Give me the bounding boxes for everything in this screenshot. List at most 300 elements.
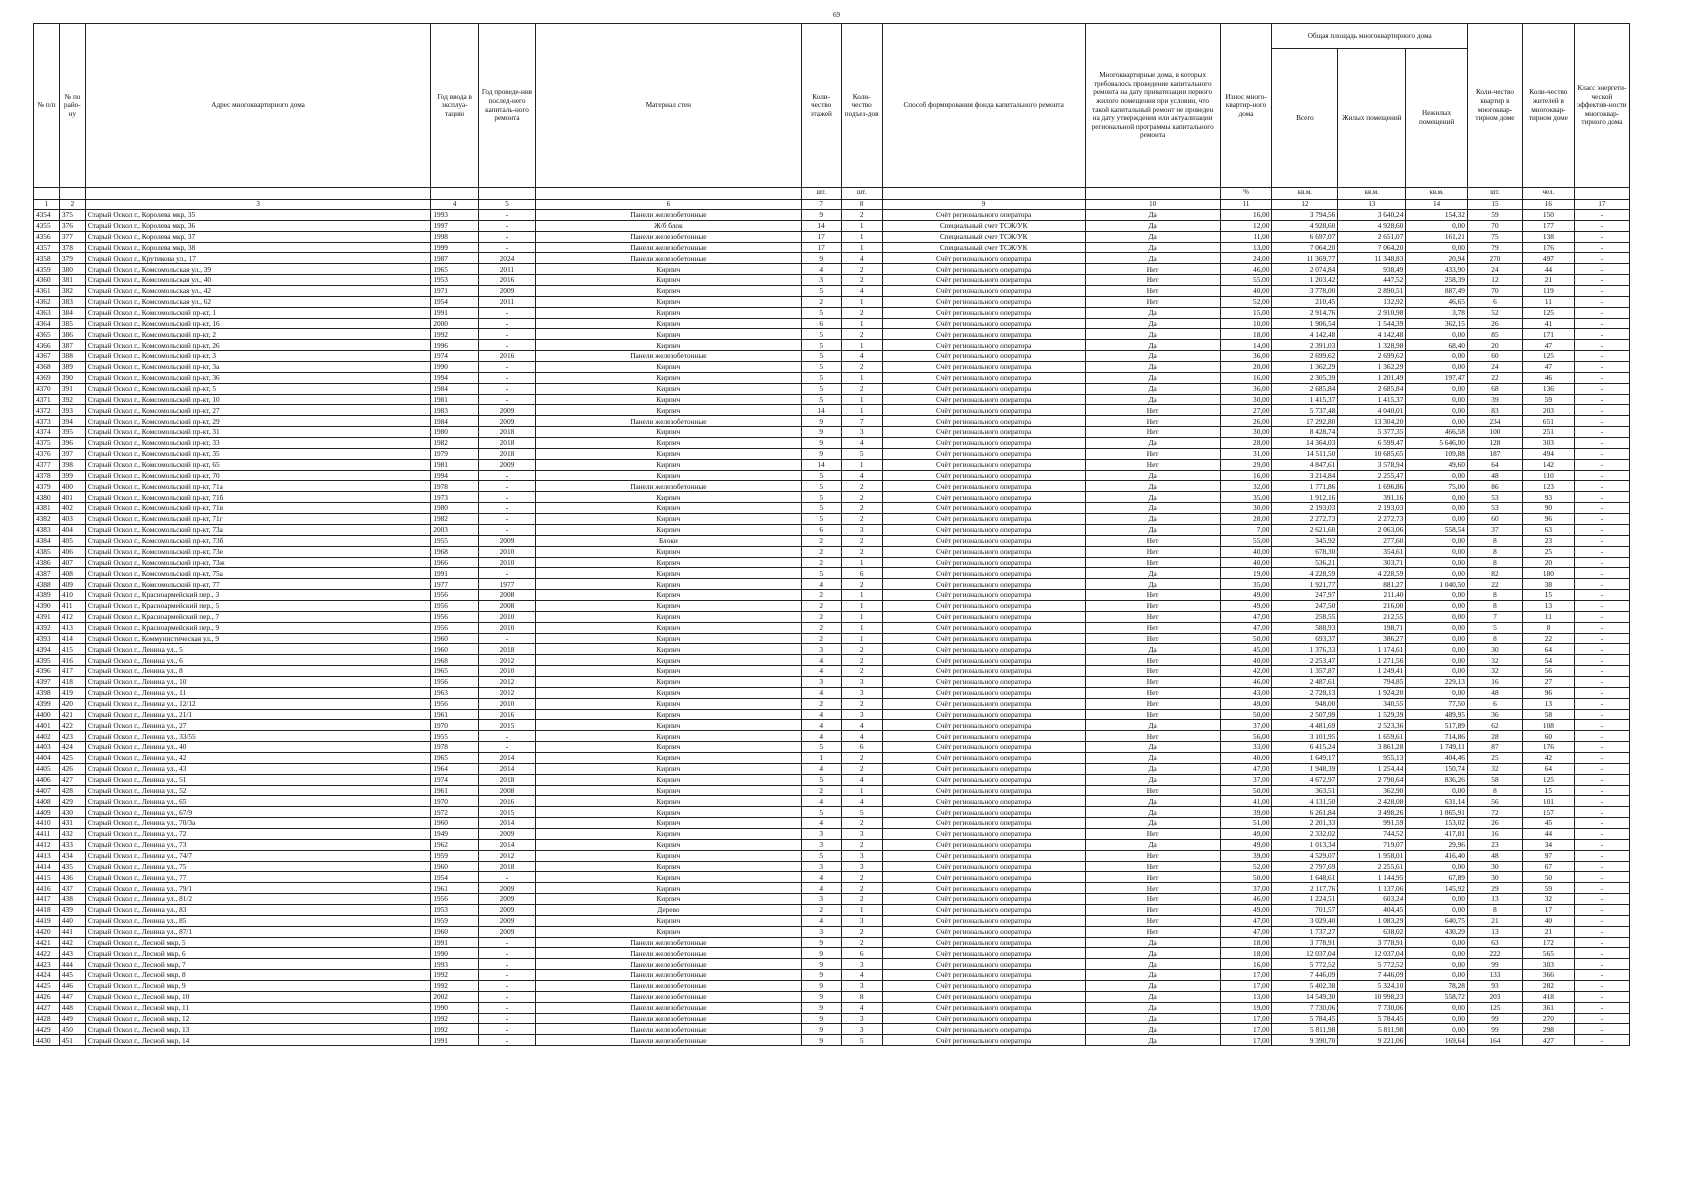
cell-district-no: 428 (59, 785, 85, 796)
cell-row-no: 4367 (34, 351, 60, 362)
cell-wall-material: Панели железобетонные (536, 231, 802, 242)
header-needed-repair: Многоквартирные дома, в которых требовалось проведение капитального ремонта на дату приватизации первого жилого помещения при условии, что такой капитальный ремонт не проведен на дату утверждения или актуализации региональной программы капитального ремонта (1085, 24, 1220, 188)
cell-wear: 55,00 (1220, 535, 1272, 546)
column-number: 3 (85, 200, 431, 210)
cell-area-residential: 1 328,98 (1338, 340, 1406, 351)
cell-area-residential: 211,40 (1338, 590, 1406, 601)
cell-area-nonresidential: 0,00 (1406, 405, 1468, 416)
cell-apartments: 26 (1467, 818, 1522, 829)
cell-address: Старый Оскол г., Красноармейский пер., 9 (85, 622, 431, 633)
cell-year-built: 1987 (431, 253, 479, 264)
cell-floors: 4 (801, 872, 841, 883)
cell-fund-method: Счёт регионального оператора (882, 535, 1085, 546)
cell-entrances: 2 (841, 362, 882, 373)
table-row (34, 796, 1630, 807)
cell-area-nonresidential: 0,00 (1406, 568, 1468, 579)
cell-wall-material: Ж/б блок (536, 220, 802, 231)
cell-wear: 37,00 (1220, 774, 1272, 785)
table-row (34, 362, 1630, 373)
cell-year-built: 1990 (431, 362, 479, 373)
cell-district-no: 401 (59, 492, 85, 503)
cell-entrances: 3 (841, 524, 882, 535)
cell-entrances: 2 (841, 839, 882, 850)
cell-floors: 3 (801, 861, 841, 872)
cell-wear: 16,00 (1220, 210, 1272, 221)
cell-district-no: 393 (59, 405, 85, 416)
cell-fund-method: Счёт регионального оператора (882, 307, 1085, 318)
cell-row-no: 4382 (34, 514, 60, 525)
cell-wall-material: Панели железобетонные (536, 253, 802, 264)
cell-energy-class: - (1574, 459, 1629, 470)
cell-wall-material: Панели железобетонные (536, 210, 802, 221)
cell-year-built: 1980 (431, 427, 479, 438)
cell-residents: 150 (1522, 210, 1574, 221)
cell-row-no: 4414 (34, 861, 60, 872)
cell-wall-material: Кирпич (536, 861, 802, 872)
table-row (34, 861, 1630, 872)
cell-year-last-repair: - (478, 340, 535, 351)
cell-needed-repair: Нет (1085, 611, 1220, 622)
cell-wall-material: Кирпич (536, 633, 802, 644)
cell-area-total: 363,51 (1272, 785, 1338, 796)
cell-floors: 4 (801, 666, 841, 677)
cell-fund-method: Счёт регионального оператора (882, 709, 1085, 720)
cell-area-nonresidential: 1 749,11 (1406, 742, 1468, 753)
cell-year-last-repair: - (478, 742, 535, 753)
cell-year-built: 1970 (431, 720, 479, 731)
cell-area-nonresidential: 466,58 (1406, 427, 1468, 438)
cell-area-total: 2 391,03 (1272, 340, 1338, 351)
table-row (34, 470, 1630, 481)
cell-row-no: 4378 (34, 470, 60, 481)
cell-area-residential: 3 778,91 (1338, 937, 1406, 948)
column-number: 13 (1338, 200, 1406, 210)
cell-row-no: 4403 (34, 742, 60, 753)
cell-address: Старый Оскол г., Ленина ул., 79/1 (85, 883, 431, 894)
cell-fund-method: Счёт регионального оператора (882, 470, 1085, 481)
cell-energy-class: - (1574, 959, 1629, 970)
cell-row-no: 4398 (34, 687, 60, 698)
cell-apartments: 37 (1467, 524, 1522, 535)
cell-area-total: 210,45 (1272, 296, 1338, 307)
cell-entrances: 3 (841, 959, 882, 970)
cell-district-no: 437 (59, 883, 85, 894)
cell-energy-class: - (1574, 503, 1629, 514)
cell-address: Старый Оскол г., Комсомольский пр-кт, 3а (85, 362, 431, 373)
cell-floors: 4 (801, 709, 841, 720)
cell-address: Старый Оскол г., Ленина ул., 67/9 (85, 807, 431, 818)
cell-wear: 36,00 (1220, 383, 1272, 394)
cell-needed-repair: Нет (1085, 894, 1220, 905)
cell-fund-method: Счёт регионального оператора (882, 676, 1085, 687)
table-row (34, 427, 1630, 438)
cell-district-no: 410 (59, 590, 85, 601)
cell-energy-class: - (1574, 644, 1629, 655)
cell-district-no: 445 (59, 970, 85, 981)
cell-floors: 5 (801, 492, 841, 503)
cell-needed-repair: Нет (1085, 590, 1220, 601)
cell-row-no: 4379 (34, 481, 60, 492)
cell-area-residential: 2 523,36 (1338, 720, 1406, 731)
cell-wall-material: Кирпич (536, 763, 802, 774)
cell-needed-repair: Нет (1085, 633, 1220, 644)
cell-address: Старый Оскол г., Лесной мкр, 13 (85, 1024, 431, 1035)
cell-fund-method: Счёт регионального оператора (882, 600, 1085, 611)
cell-area-residential: 391,16 (1338, 492, 1406, 503)
cell-area-total: 4 928,60 (1272, 220, 1338, 231)
cell-year-last-repair: - (478, 568, 535, 579)
unit-wear: % (1220, 188, 1272, 200)
cell-energy-class: - (1574, 622, 1629, 633)
cell-entrances: 1 (841, 633, 882, 644)
cell-fund-method: Счёт регионального оператора (882, 1035, 1085, 1046)
cell-address: Старый Оскол г., Комсомольский пр-кт, 10 (85, 394, 431, 405)
cell-wall-material: Кирпич (536, 590, 802, 601)
cell-fund-method: Счёт регионального оператора (882, 210, 1085, 221)
cell-address: Старый Оскол г., Королева мкр, 36 (85, 220, 431, 231)
cell-energy-class: - (1574, 731, 1629, 742)
cell-energy-class: - (1574, 394, 1629, 405)
cell-floors: 2 (801, 611, 841, 622)
cell-district-no: 420 (59, 698, 85, 709)
cell-wall-material: Кирпич (536, 666, 802, 677)
cell-area-nonresidential: 0,00 (1406, 948, 1468, 959)
cell-area-residential: 638,02 (1338, 926, 1406, 937)
cell-entrances: 4 (841, 286, 882, 297)
cell-needed-repair: Да (1085, 948, 1220, 959)
cell-needed-repair: Нет (1085, 600, 1220, 611)
cell-area-residential: 4 228,59 (1338, 568, 1406, 579)
cell-needed-repair: Да (1085, 568, 1220, 579)
unit-residents: чел. (1522, 188, 1574, 200)
cell-fund-method: Счёт регионального оператора (882, 720, 1085, 731)
cell-year-built: 1992 (431, 329, 479, 340)
cell-year-last-repair: 2016 (478, 351, 535, 362)
cell-entrances: 2 (841, 872, 882, 883)
cell-area-residential: 955,13 (1338, 752, 1406, 763)
cell-needed-repair: Да (1085, 318, 1220, 329)
cell-area-residential: 3 578,94 (1338, 459, 1406, 470)
cell-year-last-repair: 2014 (478, 752, 535, 763)
cell-area-total: 2 487,61 (1272, 676, 1338, 687)
cell-row-no: 4417 (34, 894, 60, 905)
cell-area-total: 2 507,99 (1272, 709, 1338, 720)
cell-area-nonresidential: 433,90 (1406, 264, 1468, 275)
cell-area-residential: 9 221,06 (1338, 1035, 1406, 1046)
cell-year-last-repair: 2009 (478, 405, 535, 416)
cell-row-no: 4371 (34, 394, 60, 405)
cell-year-built: 1973 (431, 492, 479, 503)
header-wall-material: Материал стен (536, 24, 802, 188)
cell-needed-repair: Нет (1085, 416, 1220, 427)
cell-energy-class: - (1574, 709, 1629, 720)
cell-energy-class: - (1574, 481, 1629, 492)
cell-needed-repair: Нет (1085, 535, 1220, 546)
cell-apartments: 12 (1467, 275, 1522, 286)
cell-area-nonresidential: 0,00 (1406, 470, 1468, 481)
cell-fund-method: Счёт регионального оператора (882, 981, 1085, 992)
cell-fund-method: Счёт регионального оператора (882, 644, 1085, 655)
table-row (34, 286, 1630, 297)
cell-needed-repair: Нет (1085, 622, 1220, 633)
cell-energy-class: - (1574, 633, 1629, 644)
cell-floors: 2 (801, 698, 841, 709)
cell-wall-material: Кирпич (536, 383, 802, 394)
cell-apartments: 39 (1467, 394, 1522, 405)
cell-row-no: 4363 (34, 307, 60, 318)
cell-apartments: 29 (1467, 883, 1522, 894)
cell-entrances: 8 (841, 991, 882, 1002)
cell-entrances: 5 (841, 807, 882, 818)
cell-area-residential: 2 790,64 (1338, 774, 1406, 785)
cell-address: Старый Оскол г., Комсомольский пр-кт, 71а (85, 481, 431, 492)
cell-row-no: 4396 (34, 666, 60, 677)
cell-energy-class: - (1574, 785, 1629, 796)
cell-area-nonresidential: 0,00 (1406, 503, 1468, 514)
cell-address: Старый Оскол г., Комсомольский пр-кт, 2 (85, 329, 431, 340)
cell-apartments: 7 (1467, 611, 1522, 622)
cell-wear: 49,00 (1220, 839, 1272, 850)
cell-floors: 3 (801, 839, 841, 850)
cell-area-total: 4 529,07 (1272, 850, 1338, 861)
cell-floors: 5 (801, 286, 841, 297)
cell-floors: 4 (801, 655, 841, 666)
cell-year-last-repair: 2012 (478, 676, 535, 687)
cell-apartments: 8 (1467, 546, 1522, 557)
cell-district-no: 427 (59, 774, 85, 785)
cell-energy-class: - (1574, 926, 1629, 937)
cell-energy-class: - (1574, 1013, 1629, 1024)
cell-wear: 37,00 (1220, 720, 1272, 731)
cell-area-nonresidential: 0,00 (1406, 959, 1468, 970)
cell-year-built: 1981 (431, 459, 479, 470)
cell-entrances: 2 (841, 535, 882, 546)
cell-year-last-repair: - (478, 492, 535, 503)
cell-entrances: 1 (841, 242, 882, 253)
cell-apartments: 64 (1467, 459, 1522, 470)
cell-address: Старый Оскол г., Комсомольский пр-кт, 3 (85, 351, 431, 362)
cell-wear: 13,00 (1220, 991, 1272, 1002)
cell-area-residential: 5 772,52 (1338, 959, 1406, 970)
cell-floors: 1 (801, 752, 841, 763)
unit-floors: шт. (801, 188, 841, 200)
cell-year-built: 1960 (431, 644, 479, 655)
cell-area-residential: 7 064,20 (1338, 242, 1406, 253)
cell-apartments: 20 (1467, 340, 1522, 351)
cell-area-total: 7 446,09 (1272, 970, 1338, 981)
cell-entrances: 2 (841, 763, 882, 774)
cell-residents: 136 (1522, 383, 1574, 394)
cell-wear: 52,00 (1220, 861, 1272, 872)
cell-residents: 40 (1522, 915, 1574, 926)
cell-area-nonresidential: 0,00 (1406, 362, 1468, 373)
cell-fund-method: Счёт регионального оператора (882, 991, 1085, 1002)
cell-address: Старый Оскол г., Ленина ул., 77 (85, 872, 431, 883)
cell-district-no: 416 (59, 655, 85, 666)
cell-area-total: 5 772,52 (1272, 959, 1338, 970)
cell-wear: 35,00 (1220, 579, 1272, 590)
column-number: 2 (59, 200, 85, 210)
cell-wear: 49,00 (1220, 698, 1272, 709)
cell-year-built: 1996 (431, 340, 479, 351)
table-row (34, 948, 1630, 959)
cell-address: Старый Оскол г., Крутикова ул., 17 (85, 253, 431, 264)
cell-year-last-repair: - (478, 231, 535, 242)
cell-year-built: 1998 (431, 231, 479, 242)
cell-area-residential: 277,60 (1338, 535, 1406, 546)
cell-district-no: 448 (59, 1002, 85, 1013)
cell-row-no: 4415 (34, 872, 60, 883)
cell-area-residential: 2 193,03 (1338, 503, 1406, 514)
cell-entrances: 6 (841, 742, 882, 753)
cell-area-residential: 386,27 (1338, 633, 1406, 644)
cell-address: Старый Оскол г., Комсомольский пр-кт, 1 (85, 307, 431, 318)
cell-residents: 270 (1522, 1013, 1574, 1024)
cell-fund-method: Счёт регионального оператора (882, 590, 1085, 601)
cell-area-nonresidential: 558,72 (1406, 991, 1468, 1002)
unit-cell (85, 188, 431, 200)
table-row (34, 676, 1630, 687)
cell-area-residential: 1 415,37 (1338, 394, 1406, 405)
cell-entrances: 2 (841, 329, 882, 340)
cell-entrances: 1 (841, 905, 882, 916)
cell-energy-class: - (1574, 600, 1629, 611)
cell-area-total: 7 064,20 (1272, 242, 1338, 253)
cell-area-total: 12 037,04 (1272, 948, 1338, 959)
cell-fund-method: Счёт регионального оператора (882, 763, 1085, 774)
cell-needed-repair: Нет (1085, 828, 1220, 839)
cell-row-no: 4373 (34, 416, 60, 427)
cell-district-no: 447 (59, 991, 85, 1002)
cell-year-last-repair: - (478, 210, 535, 221)
cell-row-no: 4424 (34, 970, 60, 981)
cell-row-no: 4394 (34, 644, 60, 655)
cell-area-nonresidential: 0,00 (1406, 600, 1468, 611)
cell-needed-repair: Да (1085, 351, 1220, 362)
cell-wall-material: Кирпич (536, 655, 802, 666)
cell-wear: 55,00 (1220, 275, 1272, 286)
header-row-no: № п/п (34, 24, 60, 188)
cell-floors: 4 (801, 720, 841, 731)
cell-area-total: 5 402,38 (1272, 981, 1338, 992)
header-residents: Коли-чество жителей в многоквар-тирном доме (1522, 24, 1574, 188)
column-number: 16 (1522, 200, 1574, 210)
cell-fund-method: Счёт регионального оператора (882, 1013, 1085, 1024)
header-year-last-repair: Год проведе-ния послед-него капиталь-ного ремонта (478, 24, 535, 188)
cell-area-nonresidential: 68,40 (1406, 340, 1468, 351)
cell-wall-material: Кирпич (536, 644, 802, 655)
cell-year-built: 1965 (431, 752, 479, 763)
cell-needed-repair: Нет (1085, 655, 1220, 666)
cell-needed-repair: Да (1085, 839, 1220, 850)
cell-year-built: 1956 (431, 590, 479, 601)
cell-fund-method: Счёт регионального оператора (882, 253, 1085, 264)
cell-residents: 298 (1522, 1024, 1574, 1035)
cell-year-last-repair: 2009 (478, 535, 535, 546)
cell-area-residential: 2 428,08 (1338, 796, 1406, 807)
cell-year-built: 1960 (431, 633, 479, 644)
cell-fund-method: Счёт регионального оператора (882, 666, 1085, 677)
cell-address: Старый Оскол г., Ленина ул., 85 (85, 915, 431, 926)
header-energy-class: Класс энергети-ческой эффектив-ности многоквар-тирного дома (1574, 24, 1629, 188)
cell-residents: 108 (1522, 720, 1574, 731)
cell-energy-class: - (1574, 861, 1629, 872)
cell-area-residential: 2 063,06 (1338, 524, 1406, 535)
cell-apartments: 187 (1467, 448, 1522, 459)
cell-area-residential: 1 174,61 (1338, 644, 1406, 655)
cell-fund-method: Счёт регионального оператора (882, 611, 1085, 622)
table-row (34, 850, 1630, 861)
cell-area-nonresidential: 153,02 (1406, 818, 1468, 829)
cell-wear: 39,00 (1220, 850, 1272, 861)
cell-year-last-repair: - (478, 362, 535, 373)
cell-year-last-repair: 2009 (478, 828, 535, 839)
cell-wall-material: Кирпич (536, 600, 802, 611)
cell-district-no: 446 (59, 981, 85, 992)
table-row (34, 220, 1630, 231)
cell-wear: 49,00 (1220, 828, 1272, 839)
table-row (34, 622, 1630, 633)
table-row (34, 1035, 1630, 1046)
cell-wall-material: Кирпич (536, 850, 802, 861)
cell-address: Старый Оскол г., Ленина ул., 12/12 (85, 698, 431, 709)
cell-wear: 17,00 (1220, 1024, 1272, 1035)
unit-cell (431, 188, 479, 200)
cell-floors: 6 (801, 318, 841, 329)
cell-district-no: 391 (59, 383, 85, 394)
cell-floors: 2 (801, 905, 841, 916)
cell-fund-method: Счёт регионального оператора (882, 937, 1085, 948)
column-number: 5 (478, 200, 535, 210)
cell-entrances: 3 (841, 1024, 882, 1035)
cell-area-nonresidential: 558,54 (1406, 524, 1468, 535)
cell-row-no: 4406 (34, 774, 60, 785)
cell-wall-material: Кирпич (536, 926, 802, 937)
cell-residents: 54 (1522, 655, 1574, 666)
cell-wall-material: Кирпич (536, 720, 802, 731)
cell-wear: 30,00 (1220, 427, 1272, 438)
table-row (34, 340, 1630, 351)
cell-address: Старый Оскол г., Комсомольский пр-кт, 5 (85, 383, 431, 394)
cell-energy-class: - (1574, 264, 1629, 275)
cell-floors: 9 (801, 253, 841, 264)
cell-apartments: 270 (1467, 253, 1522, 264)
cell-residents: 138 (1522, 231, 1574, 242)
cell-address: Старый Оскол г., Комсомольская ул., 42 (85, 286, 431, 297)
cell-year-last-repair: 2010 (478, 666, 535, 677)
cell-floors: 2 (801, 296, 841, 307)
cell-fund-method: Счёт регионального оператора (882, 557, 1085, 568)
cell-district-no: 383 (59, 296, 85, 307)
cell-apartments: 13 (1467, 894, 1522, 905)
cell-needed-repair: Нет (1085, 709, 1220, 720)
cell-entrances: 6 (841, 948, 882, 959)
cell-area-nonresidential: 517,89 (1406, 720, 1468, 731)
cell-area-residential: 938,49 (1338, 264, 1406, 275)
cell-residents: 101 (1522, 796, 1574, 807)
cell-area-total: 17 292,80 (1272, 416, 1338, 427)
cell-fund-method: Счёт регионального оператора (882, 329, 1085, 340)
cell-district-no: 444 (59, 959, 85, 970)
column-number: 14 (1406, 200, 1468, 210)
cell-year-last-repair: 2012 (478, 687, 535, 698)
cell-row-no: 4364 (34, 318, 60, 329)
cell-floors: 14 (801, 405, 841, 416)
cell-row-no: 4428 (34, 1013, 60, 1024)
cell-wall-material: Кирпич (536, 524, 802, 535)
cell-needed-repair: Да (1085, 579, 1220, 590)
cell-area-total: 14 511,50 (1272, 448, 1338, 459)
